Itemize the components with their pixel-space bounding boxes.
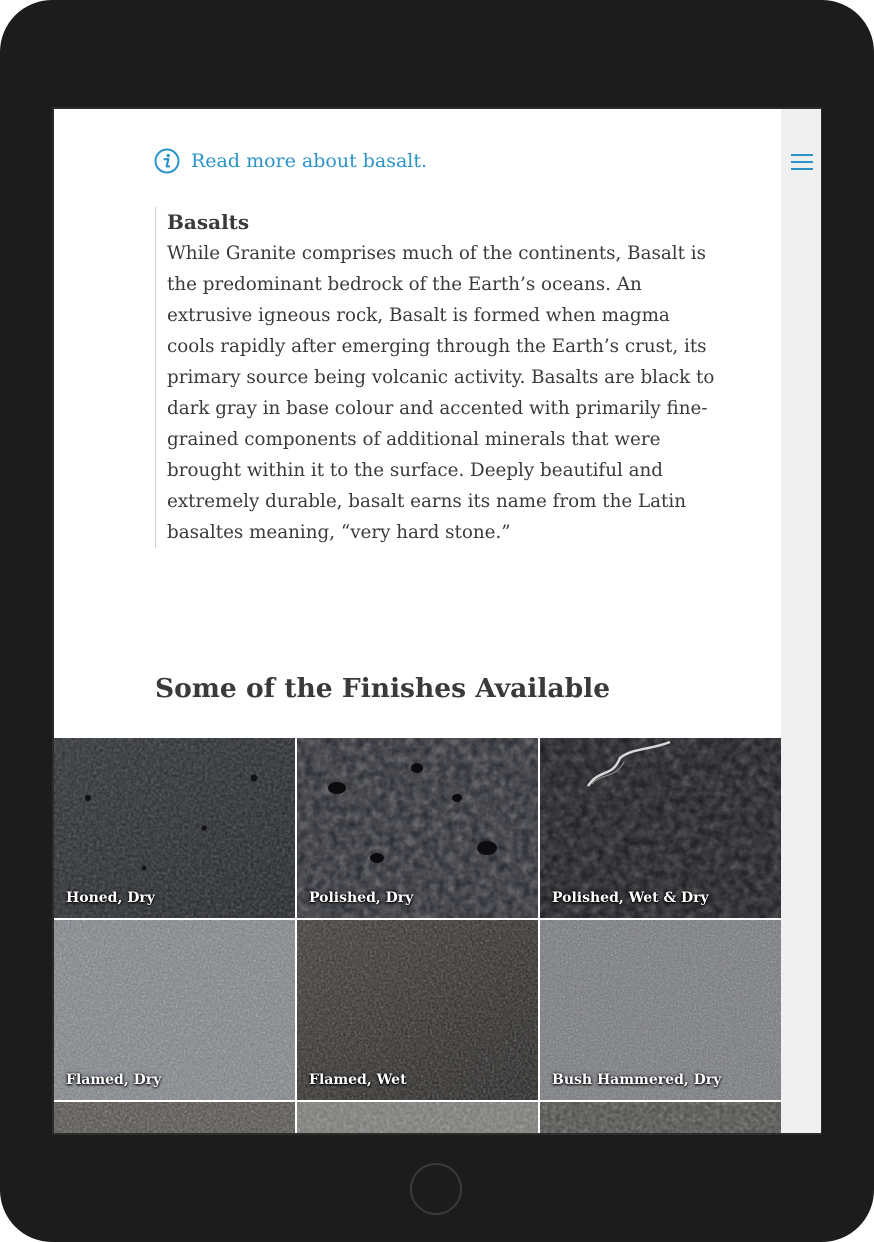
- quote-title: Basalts: [167, 210, 250, 234]
- finish-label: Bush Hammered, Dry: [552, 1072, 722, 1088]
- read-more-link[interactable]: [154, 148, 427, 174]
- finish-label: Honed, Dry: [66, 890, 155, 906]
- finish-tile-polished-dry[interactable]: [297, 738, 538, 918]
- stone-texture-image: [540, 1102, 781, 1133]
- page-content: [54, 109, 781, 1133]
- finish-tile-row3-1[interactable]: [54, 1102, 295, 1133]
- finish-tile-polished-wet-dry[interactable]: [540, 738, 781, 918]
- info-icon: [154, 148, 180, 174]
- finish-label: Flamed, Wet: [309, 1072, 407, 1088]
- finish-tile-flamed-wet[interactable]: [297, 920, 538, 1100]
- finishes-heading: Some of the Finishes Available: [155, 673, 611, 704]
- finish-tile-bush-hammered-dry[interactable]: [540, 920, 781, 1100]
- quote-body: While Granite comprises much of the continents, Basalt is the predominant bedrock of the Earth’s oceans. An extrusive igneous rock, Basalt is formed when magma cools rapidly after emerging through the Earth’s crust, its primary source being volcanic activity. Basalts are black to dark gray in base colour and accented with primarily fine-grained components of additional minerals that were brought within it to the surface. Deeply beautiful and extremely durable, basalt earns its name from the Latin basaltes meaning, “very hard stone.”: [167, 243, 715, 543]
- home-button[interactable]: [410, 1163, 462, 1215]
- finish-tile-row3-2[interactable]: [297, 1102, 538, 1133]
- read-more-label[interactable]: Read more about basalt.: [191, 150, 428, 172]
- basalt-description-quote: [155, 207, 715, 548]
- stone-texture-image: [54, 1102, 295, 1133]
- finish-tile-row3-3[interactable]: [540, 1102, 781, 1133]
- hamburger-menu-icon[interactable]: [791, 153, 813, 171]
- finish-tile-honed-dry[interactable]: [54, 738, 295, 918]
- stone-texture-image: [297, 1102, 538, 1133]
- finish-label: Flamed, Dry: [66, 1072, 162, 1088]
- finish-label: Polished, Dry: [309, 890, 414, 906]
- screen: [52, 107, 822, 1135]
- finish-tile-flamed-dry[interactable]: [54, 920, 295, 1100]
- finish-label: Polished, Wet & Dry: [552, 890, 709, 906]
- sidebar-rail: [781, 109, 821, 1133]
